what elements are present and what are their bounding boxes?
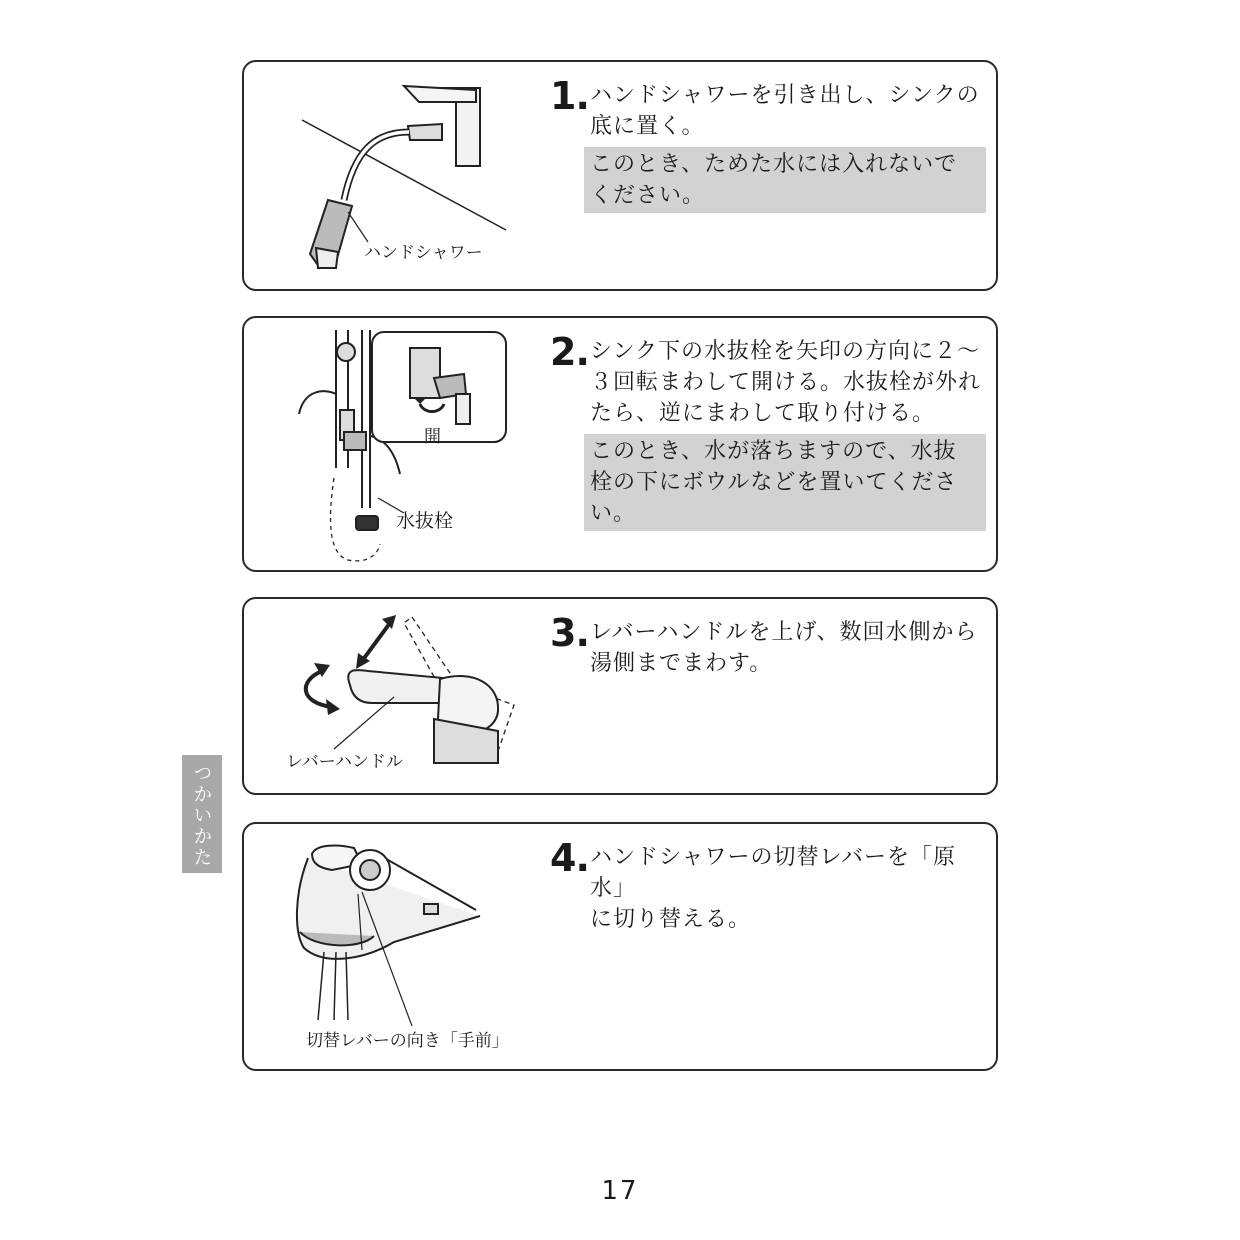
step-note: このとき、水が落ちますので、水抜 栓の下にボウルなどを置いてくださ い。: [584, 434, 986, 531]
illustration-shower-switch-lever: [244, 824, 544, 1069]
step-3: [550, 611, 986, 679]
step-panel-4: [242, 822, 998, 1071]
step-panel-2: [242, 316, 998, 572]
step-number: 1.: [550, 74, 589, 118]
page-number: 17: [601, 1176, 639, 1206]
step-1: [550, 74, 986, 213]
step-instruction: シンク下の水抜栓を矢印の方向に２～ ３回転まわして開ける。水抜栓が外れ たら、逆にまわして取り付ける。: [590, 339, 982, 426]
step-panel-1: [242, 60, 998, 291]
step-2: [550, 330, 986, 531]
step-number: 4.: [550, 836, 589, 880]
callout-hand-shower: ハンドシャワー: [364, 243, 483, 263]
callout-drain-valve: 水抜栓: [396, 510, 454, 532]
callout-switch-lever-direction: 切替レバーの向き「手前」: [306, 1031, 509, 1051]
step-instruction: ハンドシャワーの切替レバーを「原水」 に切り替える。: [590, 845, 957, 932]
step-instruction: ハンドシャワーを引き出し、シンクの 底に置く。: [590, 83, 980, 139]
step-instruction: レバーハンドルを上げ、数回水側から 湯側までまわす。: [590, 620, 978, 676]
illustration-lever-handle: [244, 599, 544, 793]
illustration-pull-out-shower: [244, 62, 544, 289]
side-tab: つかいかた: [182, 755, 222, 873]
step-number: 3.: [550, 611, 589, 655]
illustration-drain-valve: [244, 318, 544, 570]
step-number: 2.: [550, 330, 589, 374]
callout-lever-handle: レバーハンドル: [286, 752, 403, 772]
step-4: [550, 836, 986, 935]
callout-open: 開: [424, 427, 441, 447]
step-panel-3: [242, 597, 998, 795]
step-note: このとき、ためた水には入れないで ください。: [584, 147, 986, 213]
